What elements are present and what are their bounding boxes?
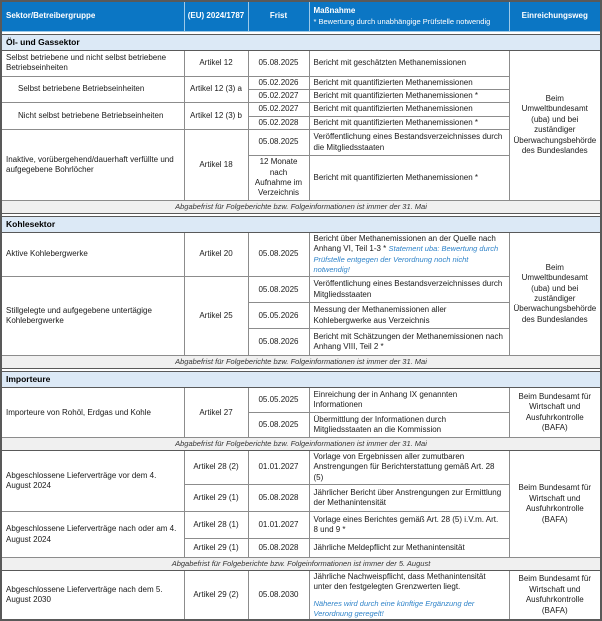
cell-measure: Bericht mit quantifizierten Methanemissionen * xyxy=(309,116,509,129)
cell-channel-uba: Beim Umweltbundesamt (uba) und bei zuständiger Überwachungsbehörde des Bundeslandes xyxy=(509,232,601,356)
section-title-importers: Importeure xyxy=(1,372,601,388)
cell-deadline: 05.08.2025 xyxy=(248,277,309,303)
cell-deadline: 01.01.2027 xyxy=(248,451,309,485)
cell-sector: Abgeschlossene Lieferverträge nach dem 5. August 2030 xyxy=(1,571,184,621)
cell-measure: Übermittlung der Informationen durch Mitgliedsstaaten an die Kommission xyxy=(309,413,509,438)
cell-article: Artikel 12 (3) b xyxy=(184,103,248,130)
cell-article: Artikel 27 xyxy=(184,388,248,438)
footer-note-importers-august: Abgabefrist für Folgeberichte bzw. Folgeinformationen ist immer der 5. August xyxy=(1,558,601,571)
cell-deadline: 05.08.2026 xyxy=(248,329,309,356)
section-row-importers xyxy=(1,372,601,388)
footer-note-row xyxy=(1,356,601,369)
cell-deadline: 05.08.2030 xyxy=(248,571,309,621)
cell-deadline: 05.02.2026 xyxy=(248,76,309,89)
measure-text: Jährliche Nachweispflicht, dass Methanintensität unter den festgelegten Grenzwerten liegt. xyxy=(313,572,486,592)
cell-sector: Inaktive, vorübergehend/dauerhaft verfüllte und aufgegebene Bohrlöcher xyxy=(1,130,184,201)
cell-deadline: 05.08.2025 xyxy=(248,130,309,156)
cell-measure: Jährliche Meldepflicht zur Methanintensität xyxy=(309,539,509,558)
cell-measure: Bericht mit quantifizierten Methanemissionen * xyxy=(309,89,509,102)
cell-article: Artikel 29 (2) xyxy=(184,571,248,621)
cell-article: Artikel 18 xyxy=(184,130,248,201)
cell-deadline: 12 Monate nach Aufnahme im Verzeichnis xyxy=(248,156,309,201)
cell-deadline: 05.08.2025 xyxy=(248,413,309,438)
regulation-statement: Näheres wird durch eine künftige Ergänzung der Verordnung geregelt! xyxy=(313,598,475,618)
cell-article: Artikel 29 (1) xyxy=(184,485,248,512)
cell-measure: Messung der Methanemissionen aller Kohlebergwerke aus Verzeichnis xyxy=(309,303,509,329)
table-row xyxy=(1,50,601,76)
footer-note-row xyxy=(1,438,601,451)
section-title-coal: Kohlesektor xyxy=(1,216,601,232)
cell-deadline: 01.01.2027 xyxy=(248,512,309,539)
cell-measure: Bericht mit quantifizierten Methanemissionen xyxy=(309,103,509,116)
cell-measure: Veröffentlichung eines Bestandsverzeichnisses durch die Mitgliedsstaaten xyxy=(309,130,509,156)
cell-channel-uba: Beim Umweltbundesamt (uba) und bei zuständiger Überwachungsbehörde des Bundeslandes xyxy=(509,50,601,200)
cell-measure: Einreichung der in Anhang IX genannten Informationen xyxy=(309,388,509,413)
cell-article: Artikel 12 (3) a xyxy=(184,76,248,103)
cell-channel-bafa: Beim Bundesamt für Wirtschaft und Ausfuhrkontrolle (BAFA) xyxy=(509,571,601,621)
cell-article: Artikel 28 (2) xyxy=(184,451,248,485)
footer-note-importers-mai: Abgabefrist für Folgeberichte bzw. Folgeinformationen ist immer der 31. Mai xyxy=(1,438,601,451)
cell-deadline: 05.08.2025 xyxy=(248,232,309,277)
measure-text: Bericht über Methanemissionen an der Quelle nach Anhang VI, Teil 1-3 * xyxy=(313,233,496,254)
cell-deadline: 05.02.2027 xyxy=(248,89,309,102)
header-regulation: (EU) 2024/1787 xyxy=(184,1,248,31)
cell-channel-bafa: Beim Bundesamt für Wirtschaft und Ausfuhrkontrolle (BAFA) xyxy=(509,451,601,558)
uba-statement: Statement uba: Bewertung durch Prüfstelle entgegen der Verordnung noch nicht notwendig! xyxy=(313,244,499,274)
cell-article: Artikel 20 xyxy=(184,232,248,277)
cell-measure xyxy=(309,232,509,277)
cell-deadline: 05.08.2025 xyxy=(248,50,309,76)
cell-article: Artikel 28 (1) xyxy=(184,512,248,539)
cell-deadline: 05.02.2028 xyxy=(248,116,309,129)
cell-sector: Importeure von Rohöl, Erdgas und Kohle xyxy=(1,388,184,438)
cell-deadline: 05.08.2028 xyxy=(248,485,309,512)
table-header-row xyxy=(1,1,601,31)
cell-measure: Bericht mit Schätzungen der Methanemissionen nach Anhang VIII, Teil 2 * xyxy=(309,329,509,356)
footer-note-row xyxy=(1,200,601,213)
header-measure-title: Maßnahme xyxy=(313,5,356,15)
cell-sector: Selbst betriebene Betriebseinheiten xyxy=(1,76,184,103)
footer-note-coal: Abgabefrist für Folgeberichte bzw. Folgeinformationen ist immer der 31. Mai xyxy=(1,356,601,369)
header-measure-subnote: * Bewertung durch unabhängige Prüfstelle notwendig xyxy=(313,17,491,27)
header-channel: Einreichungsweg xyxy=(509,1,601,31)
cell-measure: Bericht mit geschätzten Methanemissionen xyxy=(309,50,509,76)
cell-sector: Aktive Kohlebergwerke xyxy=(1,232,184,277)
header-deadline: Frist xyxy=(248,1,309,31)
cell-deadline: 05.02.2027 xyxy=(248,103,309,116)
cell-measure: Jährlicher Bericht über Anstrengungen zur Ermittlung der Methanintensität xyxy=(309,485,509,512)
cell-article: Artikel 12 xyxy=(184,50,248,76)
section-title-oil-gas: Öl- und Gassektor xyxy=(1,34,601,50)
cell-sector: Stillgelegte und aufgegebene untertägige Kohlebergwerke xyxy=(1,277,184,356)
cell-measure: Bericht mit quantifizierten Methanemissionen xyxy=(309,76,509,89)
table-row xyxy=(1,571,601,621)
cell-measure: Vorlage von Ergebnissen aller zumutbaren Anstrengungen für Berichterstattung gemäß Art. 28 (5) xyxy=(309,451,509,485)
footer-note-oil-gas: Abgabefrist für Folgeberichte bzw. Folgeinformationen ist immer der 31. Mai xyxy=(1,200,601,213)
table-row xyxy=(1,388,601,413)
cell-measure: Bericht mit quantifizierten Methanemissionen * xyxy=(309,156,509,201)
table-row xyxy=(1,232,601,277)
cell-channel-bafa: Beim Bundesamt für Wirtschaft und Ausfuhrkontrolle (BAFA) xyxy=(509,388,601,438)
cell-measure: Vorlage eines Berichtes gemäß Art. 28 (5) i.V.m. Art. 8 und 9 * xyxy=(309,512,509,539)
section-row-oil-gas xyxy=(1,34,601,50)
header-sector: Sektor/Betreibergruppe xyxy=(1,1,184,31)
cell-sector: Nicht selbst betriebene Betriebseinheiten xyxy=(1,103,184,130)
cell-deadline: 05.05.2026 xyxy=(248,303,309,329)
cell-sector: Abgeschlossene Lieferverträge nach oder am 4. August 2024 xyxy=(1,512,184,558)
cell-measure xyxy=(309,571,509,621)
cell-sector: Selbst betriebene und nicht selbst betriebene Betriebseinheiten xyxy=(1,50,184,76)
cell-deadline: 05.05.2025 xyxy=(248,388,309,413)
table-row xyxy=(1,451,601,485)
cell-article: Artikel 29 (1) xyxy=(184,539,248,558)
cell-deadline: 05.08.2028 xyxy=(248,539,309,558)
section-row-coal xyxy=(1,216,601,232)
footer-note-row xyxy=(1,558,601,571)
cell-measure: Veröffentlichung eines Bestandsverzeichnisses durch Mitgliedsstaaten xyxy=(309,277,509,303)
cell-article: Artikel 25 xyxy=(184,277,248,356)
header-measure xyxy=(309,1,509,31)
cell-sector: Abgeschlossene Lieferverträge vor dem 4. August 2024 xyxy=(1,451,184,512)
